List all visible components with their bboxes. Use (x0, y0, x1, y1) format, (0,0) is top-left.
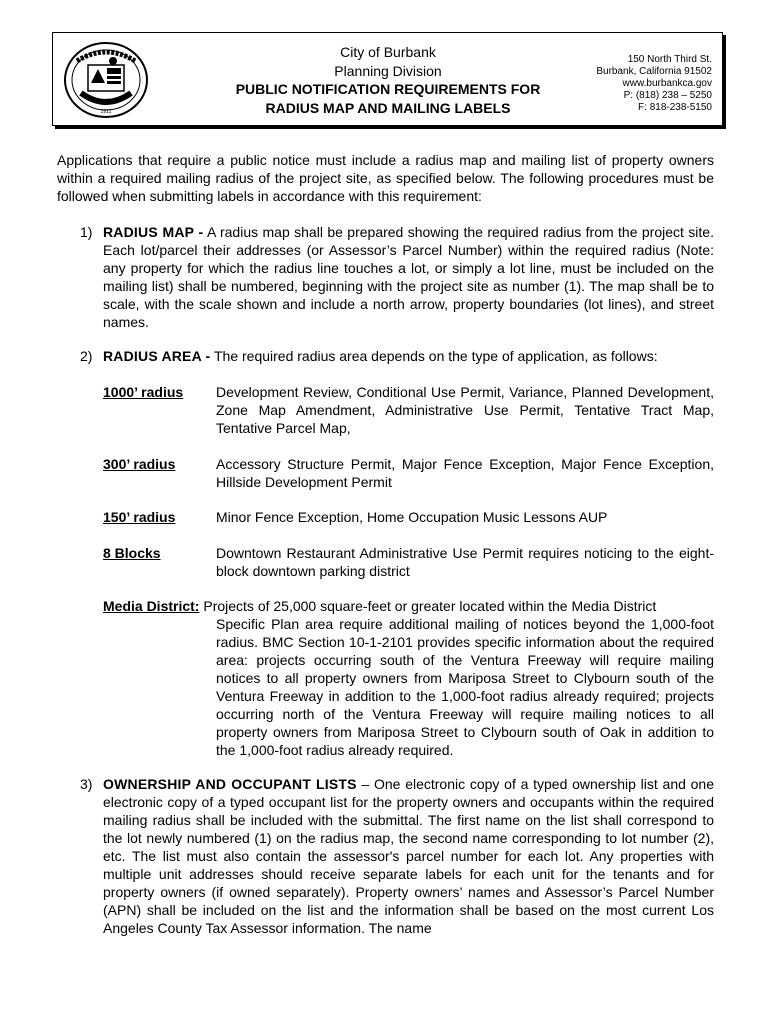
letterhead-title-block (203, 43, 573, 117)
fax-number: F: 818-238-5150 (638, 102, 712, 113)
item-number: 1) (80, 224, 93, 240)
item-text: The required radius area depends on the type of application, as follows: (210, 348, 658, 364)
media-district-first-line: Projects of 25,000 square-feet or greater located within the Media District (199, 598, 657, 614)
item-heading: RADIUS MAP - (103, 224, 204, 240)
city-seal-logo (63, 41, 149, 119)
document-title-line2: RADIUS MAP AND MAILING LABELS (265, 99, 511, 116)
radius-label: 8 Blocks (103, 545, 161, 561)
radius-description: Accessory Structure Permit, Major Fence Exception, Major Fence Exception, Hillside Development Permit (216, 456, 714, 490)
radius-label: 1000’ radius (103, 384, 184, 400)
media-district-line (103, 597, 714, 615)
document-title-line1: PUBLIC NOTIFICATION REQUIREMENTS FOR (235, 81, 541, 97)
media-district-label: Media District: (103, 598, 200, 614)
division-name: Planning Division (334, 62, 442, 79)
radius-label: 150’ radius (103, 509, 176, 525)
radius-description: Minor Fence Exception, Home Occupation Music Lessons AUP (216, 509, 608, 525)
org-name: City of Burbank (340, 44, 436, 60)
radius-label: 300’ radius (103, 456, 176, 472)
street-address: 150 North Third St. (627, 54, 712, 65)
item-heading: OWNERSHIP AND OCCUPANT LISTS (103, 776, 357, 792)
item-text: A radius map shall be prepared showing the required radius from the project site. Each lot/parcel their addresses (or Assessor’s Parcel Number) within the required radius (Note: any property for which the radius line touches a lot, or simply a lot line, must be included on the mailing list) shall be numbered, beginning with the project site as number (1). The map shall be to scale, with the scale shown and include a north arrow, property boundaries (lot lines), and street names. (103, 224, 714, 330)
city-address: Burbank, California 91502 (596, 66, 712, 77)
radius-area-paragraph (103, 347, 714, 365)
radius-map-paragraph (103, 223, 714, 331)
intro-paragraph: Applications that require a public notice must include a radius map and mailing list of property owners within a required mailing radius of the project site, as specified below. The following procedures must be followed when submitting labels in accordance with this requirement: (57, 152, 714, 204)
item-number: 3) (80, 776, 93, 792)
ownership-lists-paragraph (103, 775, 714, 937)
letterhead-box (52, 32, 723, 126)
svg-text:1911: 1911 (100, 109, 112, 115)
phone-number: P: (818) 238 – 5250 (623, 90, 712, 101)
item-heading: RADIUS AREA - (103, 348, 211, 364)
media-district-text: Specific Plan area require additional mailing of notices beyond the 1,000-foot radius. BMC Section 10-1-2101 provides specific information about the required area: projects occurring south of the Ventura Freeway will require mailing notices to all property owners from Mariposa Street to Clybourn south of the Ventura Freeway in addition to the 1,000-foot radius already required; projects occurring north of the Ventura Freeway will require mailing notices to all property owners from Mariposa Street to Clybourn south of Oak in addition to the 1,000-foot radius already required. (216, 616, 714, 758)
radius-description: Development Review, Conditional Use Permit, Variance, Planned Development, Zone Map Amendment, Administrative Use Permit, Tentative Tract Map, Tentative Parcel Map, (216, 384, 714, 436)
radius-description: Downtown Restaurant Administrative Use Permit requires noticing to the eight-block downtown parking district (216, 545, 714, 579)
item-text: – One electronic copy of a typed ownership list and one electronic copy of a typed occupant list for the property owners and occupants within the required mailing radius shall be included with the submittal. The first name on the list shall correspond to the lot newly numbered (1) on the radius map, the second name corresponding to lot number (2), etc. The list must also contain the assessor's parcel number for each lot. Any properties with multiple unit addresses should receive separate labels for each unit for the tenants and for property owners (if owned separately). Property owners’ names and Assessor’s Parcel Number (APN) shall be included on the list and the information shall be based on the most current Los Angeles County Tax Assessor information. The name (103, 776, 714, 936)
item-number: 2) (80, 348, 93, 364)
website-link[interactable]: www.burbankca.gov (622, 78, 712, 89)
contact-block (596, 54, 712, 114)
